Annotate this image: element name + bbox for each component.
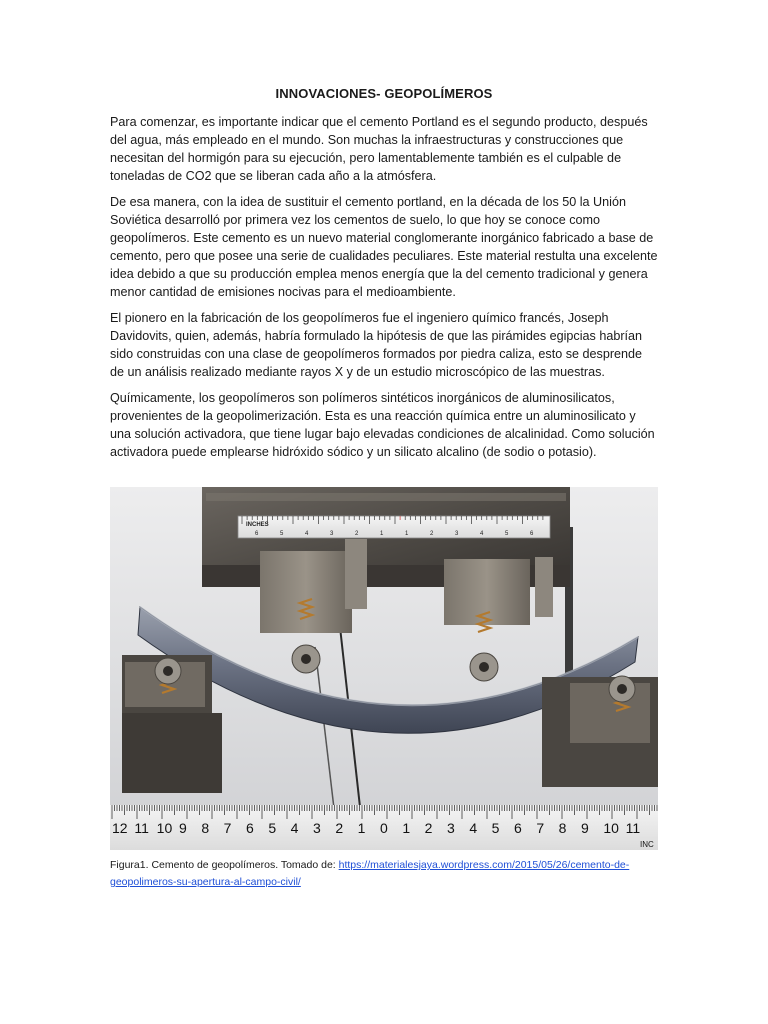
bottom-ruler-number: 10 (603, 820, 619, 836)
top-ruler-number: 6 (255, 531, 259, 537)
top-ruler-number: 5 (505, 531, 509, 537)
paragraph-history: De esa manera, con la idea de sustituir el cemento portland, en la década de los 50 la Unión Soviética desarrolló por primera vez los cementos de suelo, lo que hoy se conoce como geopolímeros. Este cemento es un nuevo material conglomerante inorgánico fabricado a base de cemento, pero que posee una serie de cualidades peculiares. Este material restulta una excelente idea debido a que su producción emplea menos energía que la del cemento tradicional y genera menor cantidad de emisiones nocivas para el medioambiente. (110, 195, 658, 299)
figure-caption (110, 857, 670, 891)
document-title: INNOVACIONES- GEOPOLÍMEROS (275, 86, 493, 101)
top-ruler-number: 1 (405, 531, 409, 537)
bottom-ruler-number: 8 (201, 820, 210, 836)
top-ruler-number: 5 (280, 531, 284, 537)
top-ruler-label: INCHES (246, 522, 269, 528)
bottom-ruler-number: 9 (179, 820, 187, 836)
bottom-ruler-number: 7 (536, 820, 545, 836)
bottom-ruler-number: 5 (268, 820, 277, 836)
bottom-ruler-number: 8 (558, 820, 567, 836)
bottom-ruler-number: 0 (380, 820, 388, 836)
top-ruler-number: 4 (480, 531, 484, 537)
bottom-ruler-number: 7 (223, 820, 232, 836)
bottom-ruler-number: 10 (156, 820, 173, 836)
bottom-ruler-number: 12 (112, 820, 128, 836)
bottom-ruler-number: 11 (134, 820, 149, 836)
bottom-ruler-number: 6 (514, 820, 522, 836)
caption-label: Figura1. (110, 859, 149, 871)
caption-source-link[interactable]: https://materialesjaya.wordpress.com/2015/05/26/cemento-de-geopolimeros-su-apertura-al-campo-civil/ (110, 859, 630, 888)
bottom-ruler-number: 2 (424, 820, 433, 836)
top-ruler-number: 3 (455, 531, 459, 537)
bottom-ruler-number: 6 (246, 820, 254, 836)
bottom-ruler-number: 4 (469, 820, 478, 836)
figure-geopolymer-bend-test (110, 487, 658, 850)
bottom-ruler-number: 2 (335, 820, 344, 836)
bottom-ruler-number: 3 (447, 820, 455, 836)
top-ruler-number: 1 (380, 531, 384, 537)
bottom-ruler-number: 11 (625, 820, 641, 836)
paragraph-pioneer: El pionero en la fabricación de los geopolímeros fue el ingeniero químico francés, Joseph Davidovits, quien, además, habría formulado la hipótesis de que las pirámides egipcias habrían sido construidas con una clase de geopolímeros formados por piedra caliza, esto se desprende de un análisis realizado mediante rayos X y de un estudio microscópico de las muestras. (110, 311, 643, 379)
bottom-ruler-number: 3 (313, 820, 321, 836)
bend-test-photo (110, 487, 658, 850)
top-ruler-number: 4 (305, 531, 309, 537)
bottom-ruler-number: 9 (581, 820, 589, 836)
caption-text: Cemento de geopolímeros. Tomado de: (148, 859, 339, 871)
top-ruler (238, 516, 550, 538)
top-ruler-number: 3 (330, 531, 334, 537)
bottom-ruler-number: 1 (357, 820, 366, 836)
bottom-ruler-number: 1 (402, 820, 411, 836)
top-ruler-number: 6 (530, 531, 534, 537)
top-ruler-number: 2 (355, 531, 359, 537)
paragraph-chemistry: Químicamente, los geopolímeros son polímeros sintéticos inorgánicos de aluminosilicatos, provenientes de la geopolimerización. Esta es una reacción química entre un aluminosilicato y una solución activadora, que tiene lugar bajo elevadas condiciones de alcalinidad. Como solución activadora puede emplearse hidróxido sódico y un silicato alcalino (de sodio o potasio). (110, 391, 655, 459)
bottom-ruler-number: 4 (290, 820, 299, 836)
bottom-ruler-label: INC (640, 840, 654, 849)
top-ruler-number: 2 (430, 531, 434, 537)
bottom-ruler-number: 5 (491, 820, 500, 836)
paragraph-intro: Para comenzar, es importante indicar que el cemento Portland es el segundo producto, después del agua, más empleado en el mundo. Son muchas la infraestructuras y construcciones que necesitan del hormigón para su ejecución, pero lamentablemente también es el culpable de toneladas de CO2 que se liberan cada año a la atmósfera. (110, 115, 648, 183)
